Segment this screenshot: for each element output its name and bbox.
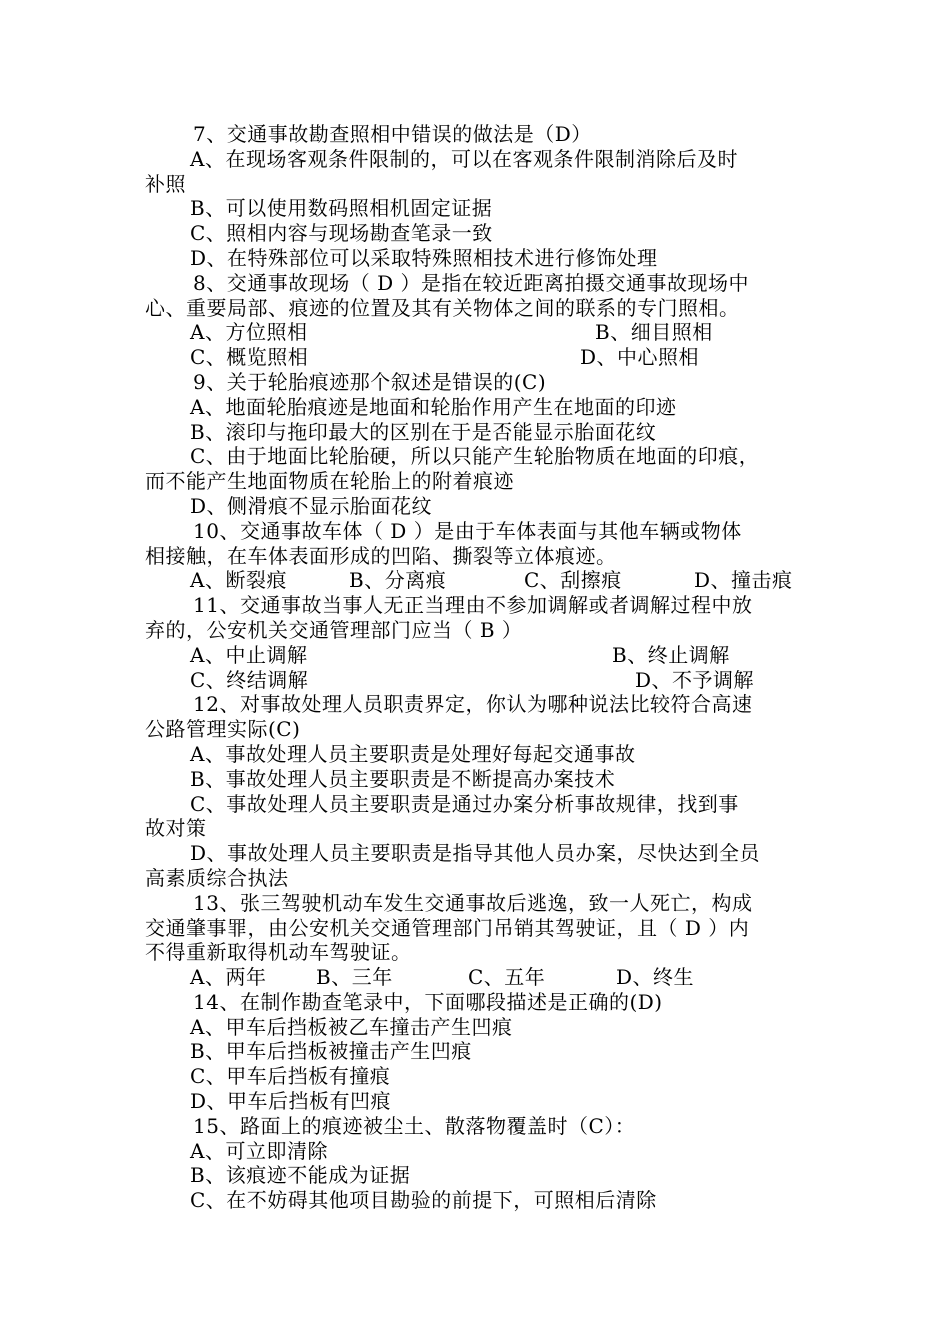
question-8: 8、交通事故现场（ D ）是指在较近距离拍摄交通事故现场中 <box>193 270 749 295</box>
option-8d: D、中心照相 <box>580 345 700 370</box>
option-7c: C、照相内容与现场勘查笔录一致 <box>190 221 493 246</box>
question-11-cont: 弃的，公安机关交通管理部门应当（ B ） <box>145 617 523 642</box>
question-13-cont-1: 交通肇事罪，由公安机关交通管理部门吊销其驾驶证，且（ D ）内 <box>145 915 750 940</box>
option-14b: B、甲车后挡板被撞击产生凹痕 <box>190 1039 472 1064</box>
option-12c-cont: 故对策 <box>145 816 207 841</box>
option-11a: A、中止调解 <box>190 642 308 667</box>
option-9c-cont: 而不能产生地面物质在轮胎上的附着痕迹 <box>145 469 514 494</box>
option-14d: D、甲车后挡板有凹痕 <box>190 1089 392 1114</box>
option-15a: A、可立即清除 <box>190 1138 328 1163</box>
option-15b: B、该痕迹不能成为证据 <box>190 1163 411 1188</box>
options-13 <box>145 965 810 990</box>
option-14c: C、甲车后挡板有撞痕 <box>190 1064 391 1089</box>
option-11c: C、终结调解 <box>190 667 309 692</box>
option-9d: D、侧滑痕不显示胎面花纹 <box>190 493 433 518</box>
option-11b: B、终止调解 <box>612 642 730 667</box>
option-9b: B、滚印与拖印最大的区别在于是否能显示胎面花纹 <box>190 419 657 444</box>
option-13d: D、终生 <box>616 965 695 990</box>
option-7d: D、在特殊部位可以采取特殊照相技术进行修饰处理 <box>190 245 658 270</box>
option-7b: B、可以使用数码照相机固定证据 <box>190 196 493 221</box>
option-9a: A、地面轮胎痕迹是地面和轮胎作用产生在地面的印迹 <box>190 394 677 419</box>
option-9c: C、由于地面比轮胎硬，所以只能产生轮胎物质在地面的印痕， <box>190 444 760 469</box>
question-12-cont: 公路管理实际(C) <box>145 717 301 742</box>
option-13a: A、两年 <box>190 965 267 990</box>
option-8c: C、概览照相 <box>190 345 309 370</box>
option-10c: C、刮擦痕 <box>524 568 622 593</box>
option-8a: A、方位照相 <box>190 320 308 345</box>
option-12d-cont: 高素质综合执法 <box>145 865 289 890</box>
option-7a: A、在现场客观条件限制的，可以在客观条件限制消除后及时 <box>190 146 738 171</box>
option-10a: A、断裂痕 <box>190 568 287 593</box>
option-12c: C、事故处理人员主要职责是通过办案分析事故规律，找到事 <box>190 791 739 816</box>
option-13b: B、三年 <box>316 965 393 990</box>
options-8-ab <box>145 320 810 345</box>
options-8-cd <box>145 345 810 370</box>
option-12a: A、事故处理人员主要职责是处理好每起交通事故 <box>190 741 636 766</box>
options-10 <box>145 568 810 593</box>
question-10-cont: 相接触，在车体表面形成的凹陷、撕裂等立体痕迹。 <box>145 543 617 568</box>
question-8-cont: 心、重要局部、痕迹的位置及其有关物体之间的联系的专门照相。 <box>145 295 740 320</box>
question-12: 12、对事故处理人员职责界定，你认为哪种说法比较符合高速 <box>193 692 753 717</box>
option-10d: D、撞击痕 <box>694 568 793 593</box>
option-12b: B、事故处理人员主要职责是不断提高办案技术 <box>190 766 616 791</box>
document-page <box>145 122 810 1213</box>
option-10b: B、分离痕 <box>349 568 447 593</box>
option-13c: C、五年 <box>468 965 546 990</box>
option-14a: A、甲车后挡板被乙车撞击产生凹痕 <box>190 1014 513 1039</box>
question-13-cont-2: 不得重新取得机动车驾驶证。 <box>145 940 412 965</box>
question-13: 13、张三驾驶机动车发生交通事故后逃逸，致一人死亡，构成 <box>193 890 753 915</box>
option-12d: D、事故处理人员主要职责是指导其他人员办案，尽快达到全员 <box>190 841 761 866</box>
question-11: 11、交通事故当事人无正当理由不参加调解或者调解过程中放 <box>193 593 753 618</box>
question-10: 10、交通事故车体（ D ）是由于车体表面与其他车辆或物体 <box>193 518 742 543</box>
options-11-cd <box>145 668 810 693</box>
question-9: 9、关于轮胎痕迹那个叙述是错误的(C) <box>193 369 547 394</box>
option-15c: C、在不妨碍其他项目勘验的前提下，可照相后清除 <box>190 1188 657 1213</box>
question-15: 15、路面上的痕迹被尘土、散落物覆盖时（C）： <box>193 1113 636 1138</box>
options-11-ab <box>145 643 810 668</box>
option-7a-cont: 补照 <box>145 171 186 196</box>
option-8b: B、细目照相 <box>595 320 713 345</box>
option-11d: D、不予调解 <box>635 667 755 692</box>
question-7: 7、交通事故勘查照相中错误的做法是（D） <box>193 122 592 146</box>
question-14: 14、在制作勘查笔录中，下面哪段描述是正确的(D) <box>193 989 663 1014</box>
